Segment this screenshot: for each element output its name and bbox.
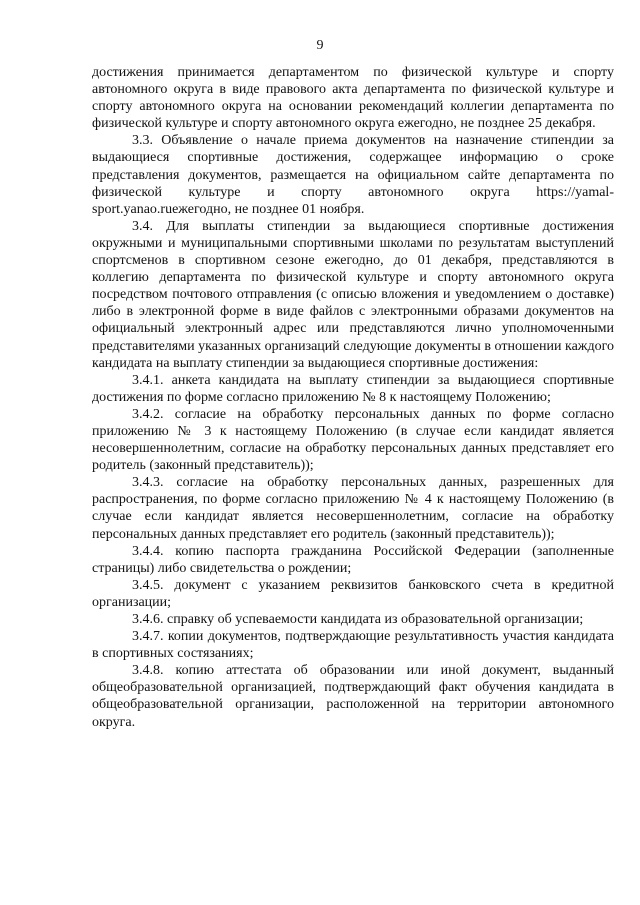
paragraph-3-4-7: 3.4.7. копии документов, подтверждающие результативность участия кандидата в спортивных состязаниях; [92,629,614,662]
paragraph-3-4-6: 3.4.6. справку об успеваемости кандидата из образовательной организации; [132,612,584,627]
paragraph-3-4-3: 3.4.3. согласие на обработку персональных данных, разрешенных для распространения, по форме согласно приложению № 4 к настоящему Положению (в случае если кандидат является несовершеннолетним, согласие на обработку персональных данных представляет его родитель (законный представитель)); [92,475,614,542]
paragraph-3-4-2: 3.4.2. согласие на обработку персональных данных по форме согласно приложению № 3 к настоящему Положению (в случае если кандидат является несовершеннолетним, согласие на обработку персональных данных представляет его родитель (законный представитель)); [92,406,614,474]
paragraph-3-4-1: 3.4.1. анкета кандидата на выплату стипендии за выдающиеся спортивные достижения по форме согласно приложению № 8 к настоящему Положению; [92,372,614,405]
paragraph-3-4-5: 3.4.5. документ с указанием реквизитов банковского счета в кредитной организации; [92,577,614,610]
paragraph-continuation: достижения принимается департаментом по физической культуре и спорту автономного округа в виде правового акта департамента по физической культуре и спорту автономного округа на основании рекомендаций коллегии департамента по физической культуре и спорту автономного округа ежегодно, не позднее 25 декабря. [92,65,614,132]
document-body [92,64,614,731]
paragraph-3-4-4: 3.4.4. копию паспорта гражданина Российской Федерации (заполненные страницы) либо свидетельства о рождении; [92,543,614,576]
paragraph-3-4-8: 3.4.8. копию аттестата об образовании или иной документ, выданный общеобразовательной организацией, подтверждающий факт обучения кандидата в общеобразовательной организации, расположенной на территории автономного округа. [92,663,614,730]
paragraph-3-3: 3.3. Объявление о начале приема документов на назначение стипендии за выдающиеся спортивные достижения, содержащее информацию о сроке представления документов, размещается на официальном сайте департамента по физической культуре и спорту автономного округа https://yamal-sport.yanao.ruежегодно, не позднее 01 ноября. [92,133,614,217]
paragraph-3-4: 3.4. Для выплаты стипендии за выдающиеся спортивные достижения окружными и муниципальными спортивными школами по результатам выступлений спортсменов в спортивном сезоне ежегодно, до 01 декабря, представляются в коллегию департамента по физической культуре и спорту автономного округа посредством почтового отправления (с описью вложения и уведомлением о доставке) либо в электронной форме в виде файлов с электронными образами документов на официальный электронный адрес или представляются лично уполномоченными представителями указанных организаций следующие документы в отношении каждого кандидата на выплату стипендии за выдающиеся спортивные достижения: [92,218,614,371]
page-number: 9 [316,38,324,53]
